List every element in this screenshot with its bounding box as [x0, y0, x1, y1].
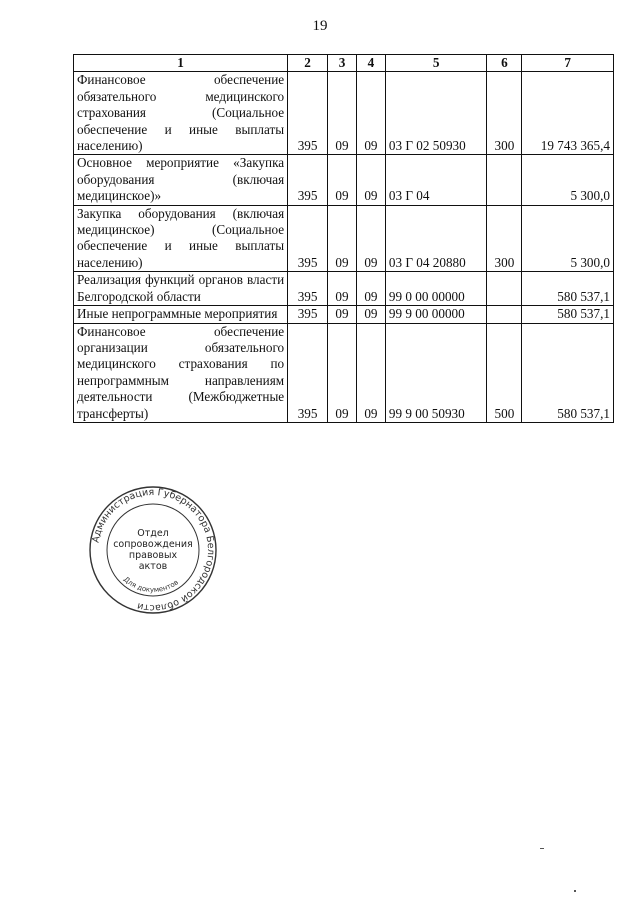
page-number: 19: [312, 18, 328, 34]
table-row: [74, 205, 614, 272]
row-section: 09: [328, 323, 357, 422]
row-expense-type: 300: [487, 205, 522, 272]
row-code: 395: [288, 72, 328, 155]
row-expense-type: [487, 306, 522, 323]
row-target-article: 99 9 00 00000: [385, 306, 487, 323]
scan-mark: [540, 848, 544, 849]
table-row: [74, 306, 614, 323]
scan-mark: [574, 890, 576, 892]
header-cell: 6: [487, 55, 522, 72]
row-section: 09: [328, 272, 357, 306]
row-subsection: 09: [356, 272, 385, 306]
row-target-article: 03 Г 04: [385, 155, 487, 205]
row-amount: 580 537,1: [522, 272, 614, 306]
row-amount: 5 300,0: [522, 205, 614, 272]
row-section: 09: [328, 306, 357, 323]
header-cell: 3: [328, 55, 357, 72]
row-name: Закупка оборудования (включая медицинское) (Социальное обеспечение и иные выплаты населению): [74, 205, 288, 272]
row-name: Реализация функций органов власти Белгородской области: [74, 272, 288, 306]
table-row: [74, 155, 614, 205]
row-amount: 580 537,1: [522, 306, 614, 323]
stamp-line: Отдел: [137, 528, 169, 539]
row-name: Финансовое обеспечение организации обязательного медицинского страхования по непрограммным направлениям деятельности (Межбюджетные трансферты): [74, 323, 288, 422]
table-row: [74, 323, 614, 422]
official-stamp: [88, 485, 218, 615]
stamp-line: актов: [138, 561, 168, 572]
row-name: Основное мероприятие «Закупка оборудования (включая медицинское)»: [74, 155, 288, 205]
row-amount: 580 537,1: [522, 323, 614, 422]
row-section: 09: [328, 155, 357, 205]
row-expense-type: 500: [487, 323, 522, 422]
row-name: Финансовое обеспечение обязательного медицинского страхования (Социальное обеспечение и иные выплаты населению): [74, 72, 288, 155]
header-cell: 5: [385, 55, 487, 72]
row-target-article: 03 Г 02 50930: [385, 72, 487, 155]
row-section: 09: [328, 205, 357, 272]
row-subsection: 09: [356, 205, 385, 272]
table-row: [74, 272, 614, 306]
row-subsection: 09: [356, 323, 385, 422]
row-code: 395: [288, 155, 328, 205]
stamp-line: правовых: [128, 550, 178, 561]
row-expense-type: [487, 155, 522, 205]
row-target-article: 99 0 00 00000: [385, 272, 487, 306]
row-subsection: 09: [356, 306, 385, 323]
header-cell: 4: [356, 55, 385, 72]
row-code: 395: [288, 272, 328, 306]
row-code: 395: [288, 205, 328, 272]
row-code: 395: [288, 323, 328, 422]
row-target-article: 99 9 00 50930: [385, 323, 487, 422]
row-name: Иные непрограммные мероприятия: [74, 306, 288, 323]
row-expense-type: [487, 272, 522, 306]
row-section: 09: [328, 72, 357, 155]
budget-table: [73, 54, 614, 423]
stamp-center-text: [88, 485, 218, 615]
header-cell: 1: [74, 55, 288, 72]
row-amount: 5 300,0: [522, 155, 614, 205]
table-header-row: [74, 55, 614, 72]
row-expense-type: 300: [487, 72, 522, 155]
stamp-line: сопровождения: [113, 539, 193, 550]
row-subsection: 09: [356, 72, 385, 155]
header-cell: 7: [522, 55, 614, 72]
stamp-outer-ring-text: Администрация Губернатора Белгородской области: [90, 486, 217, 614]
row-target-article: 03 Г 04 20880: [385, 205, 487, 272]
table-row: [74, 72, 614, 155]
stamp-inner-ring-text: Для документов: [121, 575, 180, 595]
row-amount: 19 743 365,4: [522, 72, 614, 155]
header-cell: 2: [288, 55, 328, 72]
row-subsection: 09: [356, 155, 385, 205]
row-code: 395: [288, 306, 328, 323]
